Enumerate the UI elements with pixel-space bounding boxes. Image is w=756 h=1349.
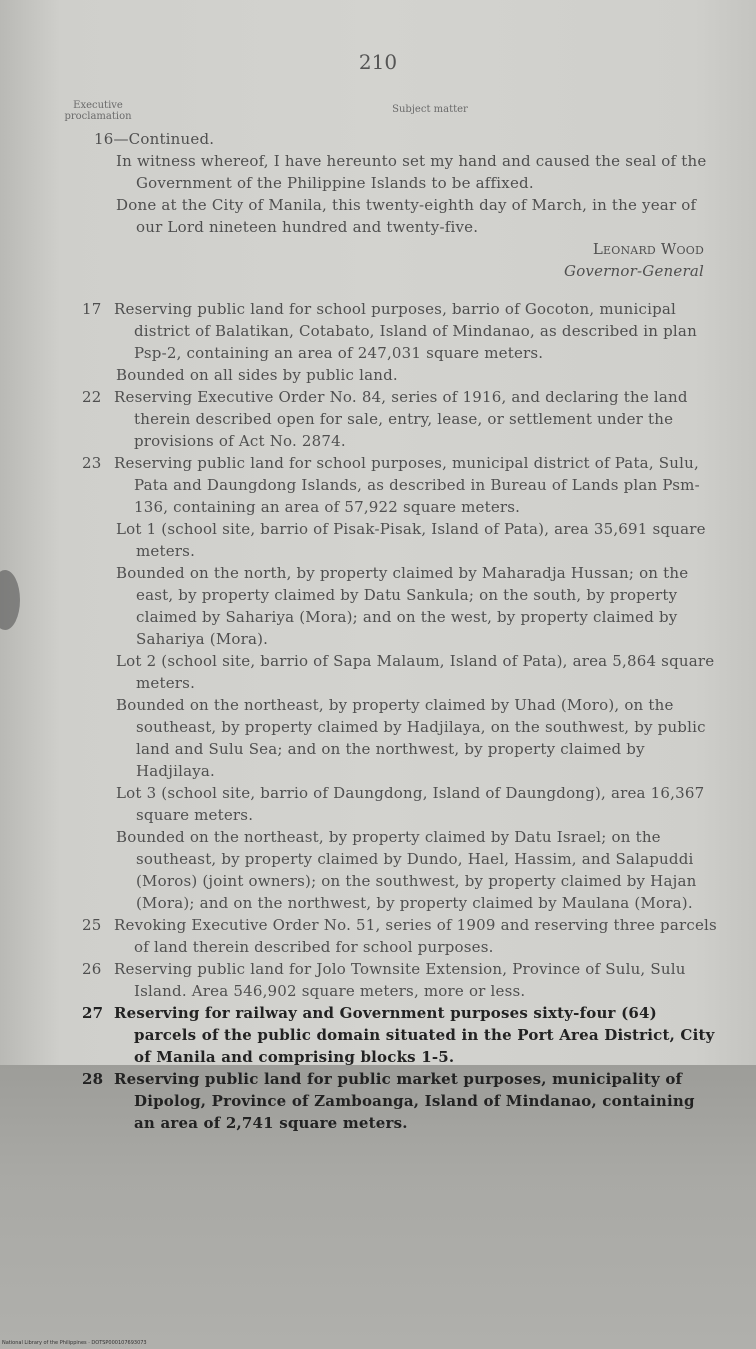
entry-23 <box>0 452 756 518</box>
entry-sub-paragraph: Lot 2 (school site, barrio of Sapa Malaum, Island of Pata), area 5,864 square meters. <box>116 652 715 692</box>
signature-name: Leonard Wood <box>592 240 704 258</box>
entry-subject: Reserving public land for school purposes, barrio of Gocoton, municipal district of Balatikan, Cotabato, Island of Mindanao, as described in plan Psp-2, containing an area of 247,031 square meters. <box>114 300 697 362</box>
entry-17 <box>0 298 756 364</box>
entry-number: 17 <box>82 300 102 318</box>
column-header-subject-matter: Subject matter <box>392 104 468 115</box>
entry-number: 28 <box>82 1070 104 1088</box>
entry-22 <box>0 386 756 452</box>
entry-number: 27 <box>82 1004 104 1022</box>
document-body <box>0 128 756 1134</box>
entry-sub-paragraph: Bounded on the north, by property claimed by Maharadja Hussan; on the east, by property claimed by Datu Sankula; on the south, by property claimed by Sahariya (Mora); and on the west, by property claimed by Sahariya (Mora). <box>116 564 689 648</box>
entry-sub-paragraph: Bounded on the northeast, by property claimed by Uhad (Moro), on the southeast, by property claimed by Hadjilaya, on the southwest, by public land and Sulu Sea; and on the northwest, by property claimed by Hadjilaya. <box>116 696 706 780</box>
entry-16-paragraph: Done at the City of Manila, this twenty-eighth day of March, in the year of our Lord nineteen hundred and twenty-five. <box>116 196 697 236</box>
entry-subject: Revoking Executive Order No. 51, series of 1909 and reserving three parcels of land therein described for school purposes. <box>114 916 717 956</box>
entry-26 <box>0 958 756 1002</box>
entry-number: 25 <box>82 916 102 934</box>
entry-subject: Reserving public land for Jolo Townsite Extension, Province of Sulu, Sulu Island. Area 546,902 square meters, more or less. <box>114 960 686 1000</box>
entry-28 <box>0 1068 756 1134</box>
signature-title: Governor-General <box>564 262 704 280</box>
column-header-executive-proclamation: Executive proclamation <box>64 100 132 122</box>
entry-number: 26 <box>82 960 102 978</box>
entry-16-continued-label: 16—Continued. <box>94 130 215 148</box>
entry-subject: Reserving public land for school purposes, municipal district of Pata, Sulu, Pata and Daungdong Islands, as described in Bureau of Lands plan Psm-136, containing an area of 57,922 square meters. <box>114 454 700 516</box>
entry-subject: Reserving public land for public market purposes, municipality of Dipolog, Province of Zamboanga, Island of Mindanao, containing an area of 2,741 square meters. <box>114 1070 695 1132</box>
page-number: 210 <box>358 50 398 74</box>
entry-27 <box>0 1002 756 1068</box>
entry-sub-paragraph: Lot 3 (school site, barrio of Daungdong, Island of Daungdong), area 16,367 square meters. <box>116 784 705 824</box>
entry-sub-paragraph: Bounded on the northeast, by property claimed by Datu Israel; on the southeast, by property claimed by Dundo, Hael, Hassim, and Salapuddi (Moros) (joint owners); on the southwest, by property claimed by Hajan (Mora); and on the northwest, by property claimed by Maulana (Mora). <box>116 828 697 912</box>
entry-subject: Reserving for railway and Government purposes sixty-four (64) parcels of the public domain situated in the Port Area District, City of Manila and comprising blocks 1-5. <box>114 1004 715 1066</box>
entry-sub-paragraph: Lot 1 (school site, barrio of Pisak-Pisak, Island of Pata), area 35,691 square meters. <box>116 520 706 560</box>
entry-16-paragraph: In witness whereof, I have hereunto set my hand and caused the seal of the Government of the Philippine Islands to be affixed. <box>116 152 707 192</box>
entry-number: 22 <box>82 388 102 406</box>
entry-25 <box>0 914 756 958</box>
scan-footer: National Library of the Philippines · DOTSP000107693073 <box>2 1340 147 1346</box>
entry-sub-paragraph: Bounded on all sides by public land. <box>116 366 398 384</box>
entry-subject: Reserving Executive Order No. 84, series of 1916, and declaring the land therein described open for sale, entry, lease, or settlement under the provisions of Act No. 2874. <box>114 388 688 450</box>
entry-number: 23 <box>82 454 102 472</box>
